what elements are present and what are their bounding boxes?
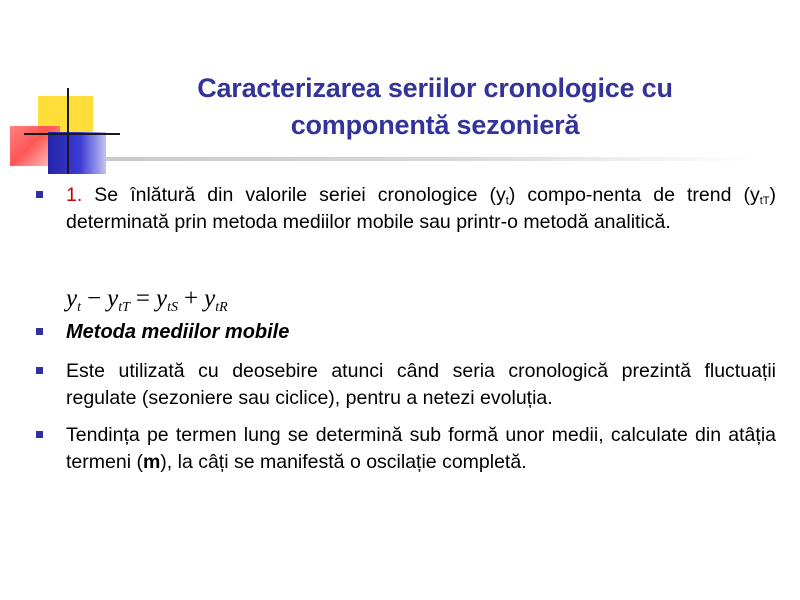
decomposition-formula bbox=[66, 282, 228, 316]
formula-operator-plus: + bbox=[184, 285, 199, 312]
formula-var: y bbox=[107, 285, 119, 312]
subscript: t bbox=[505, 195, 509, 207]
bullet-square-icon bbox=[36, 367, 43, 374]
bullet-square-icon bbox=[36, 431, 43, 438]
bullet-text: Este utilizată cu deosebire atunci când seria cronologică prezintă fluctuații regulate (sezoniere sau ciclice), pentru a netezi evoluția. bbox=[66, 360, 776, 409]
formula-var: y bbox=[156, 285, 168, 312]
step-number: 1. bbox=[66, 184, 83, 206]
bullet-text bbox=[66, 422, 776, 476]
title-line-2: componentă sezonieră bbox=[290, 110, 580, 140]
bullet-text bbox=[66, 182, 776, 236]
subscript: tT bbox=[759, 195, 770, 207]
formula-subscript: tS bbox=[167, 300, 179, 315]
formula-subscript: tT bbox=[118, 300, 130, 315]
formula-operator-equals: = bbox=[135, 285, 151, 312]
bullet-text-part: ) determinată prin metoda mediilor mobile sau printr-o metodă analitică. bbox=[66, 184, 776, 233]
bold-term: m bbox=[142, 451, 161, 473]
formula-var: y bbox=[204, 285, 216, 312]
formula-var: y bbox=[66, 285, 78, 312]
bullet-text-part: Tendința pe termen lung se determină sub formă unor medii, calculate din atâția termeni ( bbox=[66, 424, 776, 473]
bullet-text-part: Se înlătură din valorile seriei cronologice (y bbox=[82, 184, 506, 206]
title-line-1: Caracterizarea seriilor cronologice cu bbox=[197, 73, 673, 103]
bullet-square-icon bbox=[36, 191, 43, 198]
formula-subscript: t bbox=[77, 300, 81, 315]
bullet-text-part: ) compo-nenta de trend (y bbox=[508, 184, 760, 206]
bullet-text-part: ), la câți se manifestă o oscilație completă. bbox=[160, 451, 527, 473]
formula-operator-minus: − bbox=[87, 285, 102, 312]
bullet-square-icon bbox=[36, 328, 43, 335]
bullet-text: Metoda mediilor mobile bbox=[66, 321, 290, 343]
formula-subscript: tR bbox=[215, 300, 228, 315]
